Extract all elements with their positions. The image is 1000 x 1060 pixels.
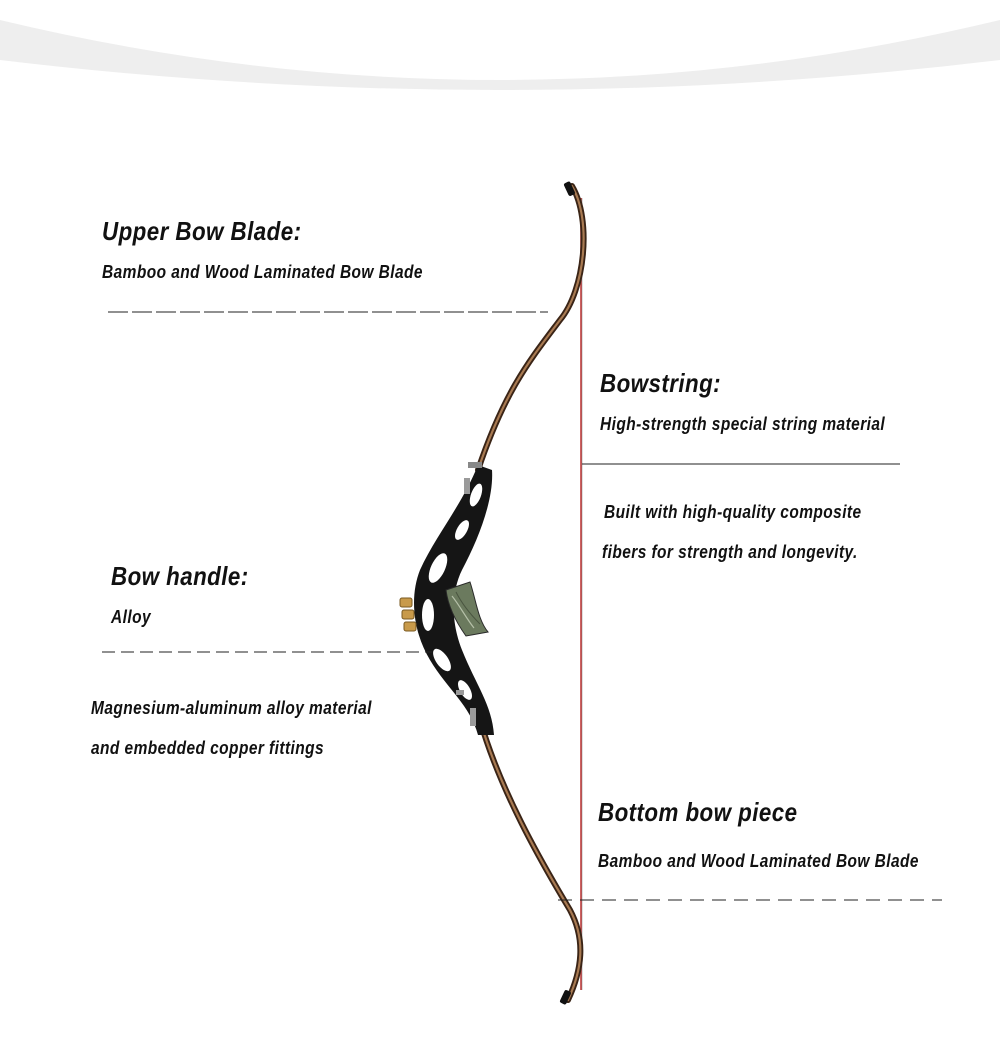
bowstring-note-line1: Built with high-quality composite: [604, 502, 862, 522]
handle-title: Bow handle:: [111, 561, 249, 591]
upper-limb: [478, 181, 584, 470]
top-arc: [0, 20, 1000, 90]
handle-note-line2: and embedded copper fittings: [91, 738, 325, 758]
bowstring-note-line2: fibers for strength and longevity.: [602, 542, 858, 562]
bottom-piece-title: Bottom bow piece: [598, 797, 798, 827]
bottom-piece-subtitle: Bamboo and Wood Laminated Bow Blade: [598, 851, 919, 871]
handle-note-line1: Magnesium-aluminum alloy material: [91, 698, 372, 718]
lower-limb: [480, 720, 580, 1005]
bow-riser: [414, 462, 494, 735]
copper-fittings: [400, 598, 416, 631]
upper-blade-title: Upper Bow Blade:: [102, 216, 302, 246]
upper-blade-subtitle: Bamboo and Wood Laminated Bow Blade: [102, 262, 423, 282]
bowstring-title: Bowstring:: [600, 368, 722, 398]
handle-subtitle: Alloy: [111, 607, 152, 627]
bowstring-subtitle: High-strength special string material: [600, 414, 886, 434]
